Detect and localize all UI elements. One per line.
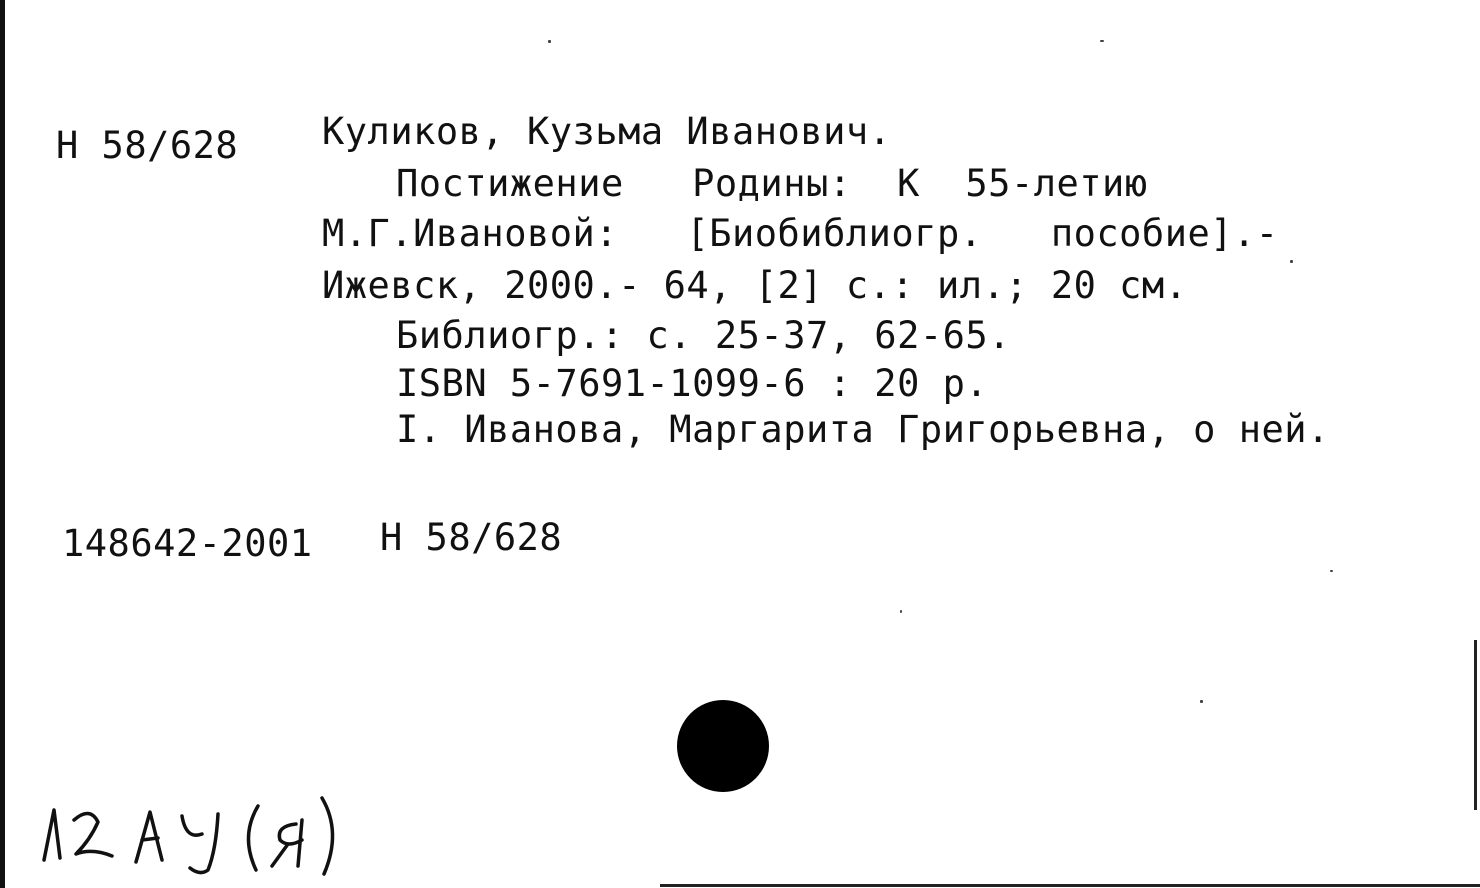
scan-speck	[1100, 40, 1104, 42]
scan-speck	[548, 40, 551, 43]
handwritten-note	[40, 770, 360, 880]
subject-entry: I. Иванова, Маргарита Григорьевна, о ней.	[396, 408, 1330, 451]
author-heading: Куликов, Кузьма Иванович.	[322, 110, 892, 153]
scan-speck	[1330, 570, 1333, 572]
isbn-line: ISBN 5-7691-1099-6 : 20 р.	[396, 362, 989, 405]
bibliography-note: Библиогр.: с. 25-37, 62-65.	[396, 314, 1011, 357]
title-line-1: Постижение Родины: К 55-летию	[396, 162, 1148, 205]
imprint-line: Ижевск, 2000.- 64, [2] с.: ил.; 20 см.	[322, 264, 1188, 307]
title-line-2: М.Г.Ивановой: [Биобиблиогр. пособие].-	[322, 212, 1279, 255]
card-left-edge	[0, 0, 5, 888]
scan-speck	[1200, 700, 1203, 703]
punch-hole	[677, 700, 769, 792]
card-right-edge	[1474, 640, 1477, 810]
shelf-mark: Н 58/628	[56, 124, 239, 167]
scan-speck	[1290, 260, 1293, 263]
footer-shelf-mark: Н 58/628	[380, 516, 563, 559]
card-bottom-edge	[660, 884, 1480, 887]
scan-speck	[900, 610, 902, 613]
inventory-number: 148642-2001	[62, 522, 313, 565]
